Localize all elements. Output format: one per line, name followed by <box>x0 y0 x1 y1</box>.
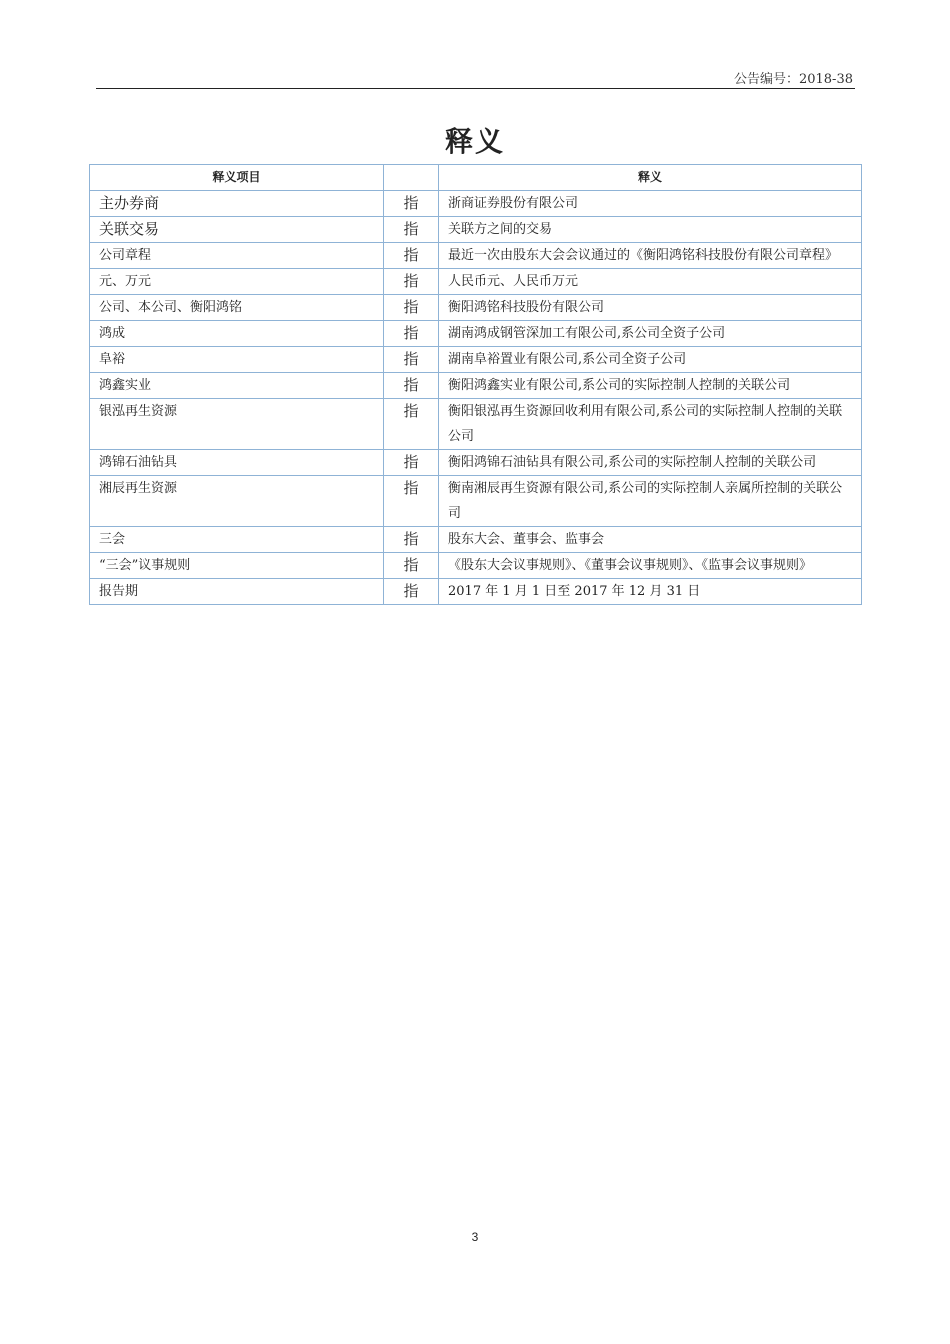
table-row <box>90 527 862 553</box>
definition-cell: 2017 年 1 月 1 日至 2017 年 12 月 31 日 <box>439 579 862 605</box>
link-cell: 指 <box>384 191 439 217</box>
page-title: 释义 <box>444 125 505 158</box>
table-row <box>90 579 862 605</box>
term-cell: 鸿锦石油钻具 <box>90 450 384 476</box>
table-row <box>90 450 862 476</box>
link-cell: 指 <box>384 295 439 321</box>
term-cell: 主办券商 <box>90 191 384 217</box>
definition-cell: 股东大会、董事会、监事会 <box>439 527 862 553</box>
link-cell: 指 <box>384 450 439 476</box>
term-cell: 阜裕 <box>90 347 384 373</box>
table-row <box>90 191 862 217</box>
definition-cell: 最近一次由股东大会会议通过的《衡阳鸿铭科技股份有限公司章程》 <box>439 243 862 269</box>
definition-cell: 衡阳鸿鑫实业有限公司,系公司的实际控制人控制的关联公司 <box>439 373 862 399</box>
term-cell: 公司、本公司、衡阳鸿铭 <box>90 295 384 321</box>
link-cell: 指 <box>384 347 439 373</box>
definition-cell: 衡阳鸿铭科技股份有限公司 <box>439 295 862 321</box>
link-cell: 指 <box>384 527 439 553</box>
link-cell: 指 <box>384 243 439 269</box>
link-cell: 指 <box>384 476 439 527</box>
definition-cell: 衡南湘辰再生资源有限公司,系公司的实际控制人亲属所控制的关联公司 <box>439 476 862 527</box>
table-row <box>90 217 862 243</box>
announcement-number: 公告编号：2018-38 <box>733 72 853 87</box>
term-cell: “三会”议事规则 <box>90 553 384 579</box>
table-row <box>90 269 862 295</box>
header-term: 释义项目 <box>90 165 384 191</box>
table-row <box>90 399 862 450</box>
table-row <box>90 243 862 269</box>
page-number: 3 <box>471 1230 479 1244</box>
term-cell: 鸿成 <box>90 321 384 347</box>
link-cell: 指 <box>384 217 439 243</box>
table-row <box>90 347 862 373</box>
definition-cell: 《股东大会议事规则》、《董事会议事规则》、《监事会议事规则》 <box>439 553 862 579</box>
table-header-row <box>90 165 862 191</box>
definition-cell: 浙商证券股份有限公司 <box>439 191 862 217</box>
header-definition: 释义 <box>439 165 862 191</box>
definitions-table <box>89 164 862 605</box>
link-cell: 指 <box>384 269 439 295</box>
table-row <box>90 295 862 321</box>
definition-cell: 衡阳鸿锦石油钻具有限公司,系公司的实际控制人控制的关联公司 <box>439 450 862 476</box>
header-link <box>384 165 439 191</box>
term-cell: 报告期 <box>90 579 384 605</box>
header-divider <box>96 88 855 89</box>
term-cell: 关联交易 <box>90 217 384 243</box>
definition-cell: 湖南阜裕置业有限公司,系公司全资子公司 <box>439 347 862 373</box>
link-cell: 指 <box>384 579 439 605</box>
link-cell: 指 <box>384 373 439 399</box>
term-cell: 鸿鑫实业 <box>90 373 384 399</box>
term-cell: 银泓再生资源 <box>90 399 384 450</box>
term-cell: 元、万元 <box>90 269 384 295</box>
link-cell: 指 <box>384 399 439 450</box>
table-row <box>90 321 862 347</box>
definition-cell: 衡阳银泓再生资源回收利用有限公司,系公司的实际控制人控制的关联公司 <box>439 399 862 450</box>
term-cell: 公司章程 <box>90 243 384 269</box>
table-row <box>90 373 862 399</box>
definition-cell: 关联方之间的交易 <box>439 217 862 243</box>
table-row <box>90 553 862 579</box>
definition-cell: 人民币元、人民币万元 <box>439 269 862 295</box>
term-cell: 三会 <box>90 527 384 553</box>
definition-cell: 湖南鸿成钢管深加工有限公司,系公司全资子公司 <box>439 321 862 347</box>
link-cell: 指 <box>384 553 439 579</box>
term-cell: 湘辰再生资源 <box>90 476 384 527</box>
table-row <box>90 476 862 527</box>
link-cell: 指 <box>384 321 439 347</box>
